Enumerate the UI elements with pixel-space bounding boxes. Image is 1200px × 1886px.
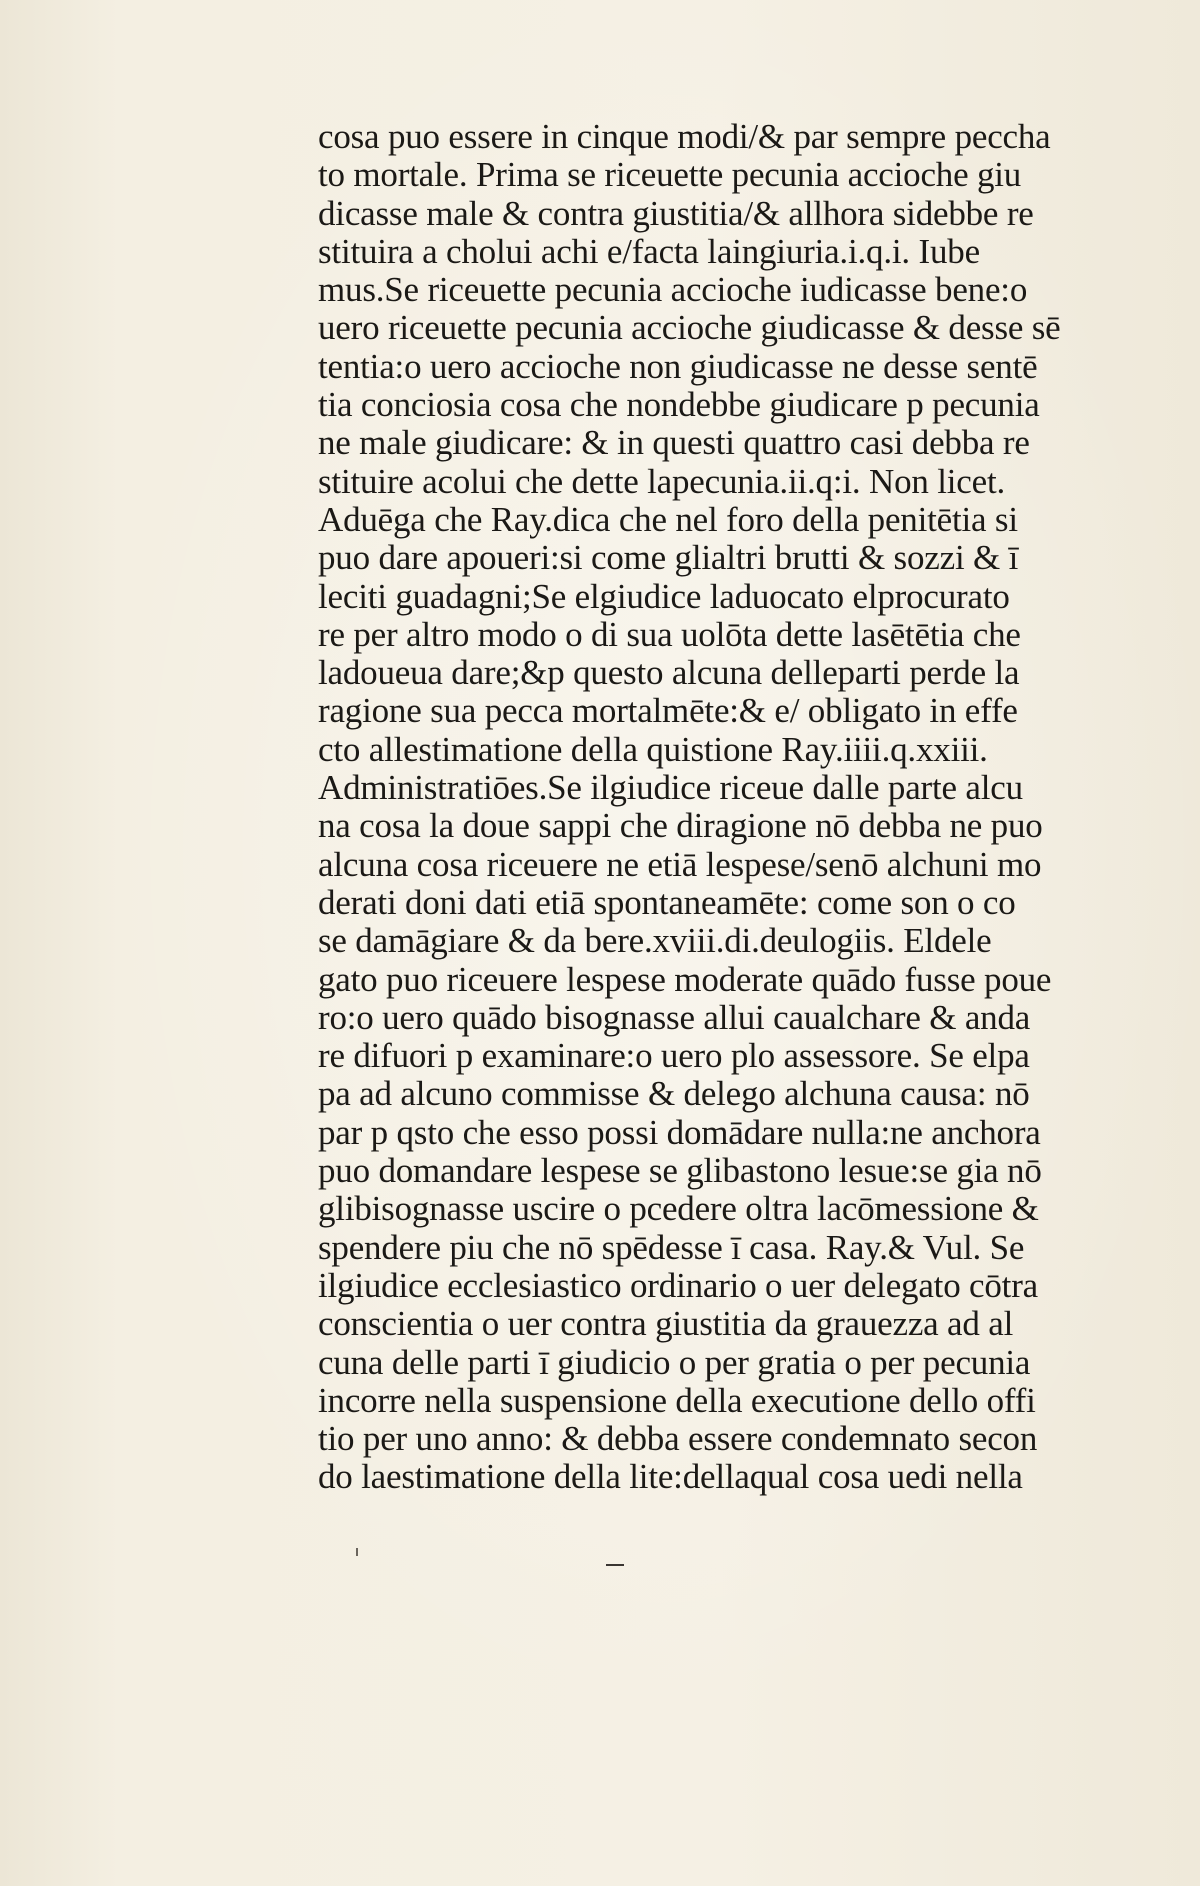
text-line: se damāgiare & da bere.xviii.di.deulogiis. Eldele [318,921,992,961]
text-line: ro:o uero quādo bisognasse allui caualchare & anda [318,997,1031,1037]
text-line: uero riceuette pecunia accioche giudicasse & desse sē [318,308,1061,348]
text-line: tio per uno anno: & debba essere condemnato secon [318,1419,1038,1459]
text-line: cto allestimatione della quistione Ray.iiii.q.xxiii. [318,729,988,769]
text-line: derati doni dati etiā spontaneamēte: come son o co [318,882,1016,922]
text-line: ragione sua pecca mortalmēte:& e/ obligato in effe [318,691,1018,731]
text-line: Aduēga che Ray.dica che nel foro della penitētia si [318,499,1018,539]
text-line: stituire acolui che dette lapecunia.ii.q:i. Non licet. [318,461,1006,501]
text-line: re difuori p examinare:o uero plo assessore. Se elpa [318,1036,1030,1076]
footer-dash-mark [606,1564,624,1566]
text-line: ne male giudicare: & in questi quattro casi debba re [318,423,1030,463]
text-line: conscientia o uer contra giustitia da grauezza ad al [318,1304,1014,1344]
text-line: leciti guadagni;Se elgiudice laduocato elprocurato [318,576,1010,616]
text-line: mus.Se riceuette pecunia accioche iudicasse bene:o [318,270,1028,310]
text-line: do laestimatione della lite:dellaqual cosa uedi nella [318,1457,1023,1497]
text-line: ilgiudice ecclesiastico ordinario o uer delegato cōtra [318,1265,1038,1305]
text-line: cuna delle parti ī giudicio o per gratia o per pecunia [318,1342,1031,1382]
text-line: to mortale. Prima se riceuette pecunia accioche giu [318,155,1022,195]
text-line: re per altro modo o di sua uolōta dette lasētētia che [318,614,1021,654]
text-line: glibisognasse uscire o pcedere oltra lacōmessione & [318,1189,1039,1229]
text-line: ladoueua dare;&p questo alcuna delleparti perde la [318,653,1020,693]
text-line: cosa puo essere in cinque modi/& par sempre peccha [318,117,1051,156]
text-line: alcuna cosa riceuere ne etiā lespese/senō alchuni mo [318,844,1042,884]
text-line: stituira a cholui achi e/facta laingiuria.i.q.i. Iube [318,231,980,271]
main-text-column [318,118,1118,1497]
text-line: puo dare apoueri:si come glialtri brutti & sozzi & ī [318,538,1019,578]
text-line: tia conciosia cosa che nondebbe giudicare p pecunia [318,385,1040,425]
ink-speck [356,1548,358,1556]
text-line: spendere piu che nō spēdesse ī casa. Ray.& Vul. Se [318,1227,1025,1267]
text-line: Administratiōes.Se ilgiudice riceue dalle parte alcu [318,768,1023,808]
text-line: gato puo riceuere lespese moderate quādo fusse poue [318,959,1052,999]
text-line: dicasse male & contra giustitia/& allhora sidebbe re [318,193,1034,233]
text-line: na cosa la doue sappi che diragione nō debba ne puo [318,806,1043,846]
text-line: tentia:o uero accioche non giudicasse ne desse sentē [318,346,1038,386]
text-line: incorre nella suspensione della executione dello offi [318,1380,1036,1420]
text-line: par p qsto che esso possi domādare nulla:ne anchora [318,1112,1041,1152]
text-line: pa ad alcuno commisse & delego alchuna causa: nō [318,1074,1030,1114]
text-line: puo domandare lespese se glibastono lesue:se gia nō [318,1151,1042,1191]
